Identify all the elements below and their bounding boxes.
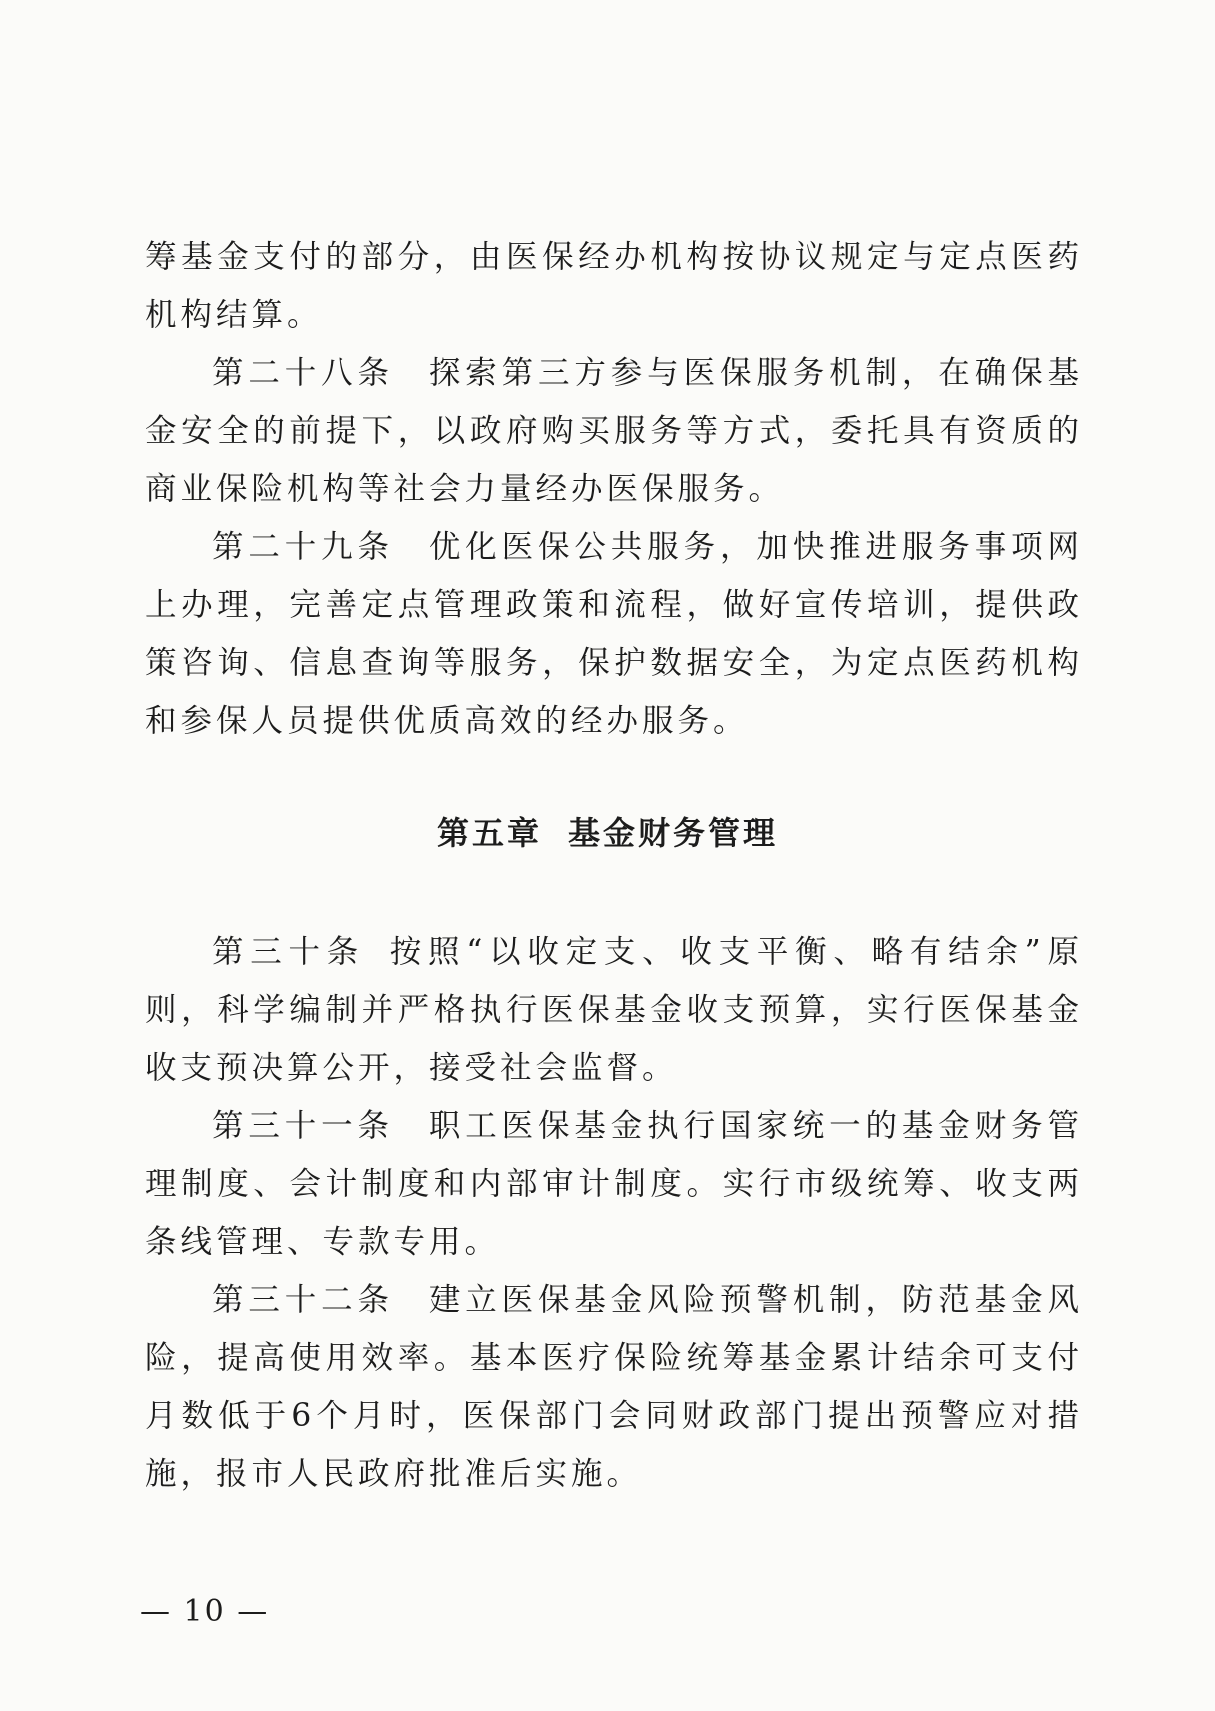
article-text: 按照“以收定支、收支平衡、略有结余”原则，科学编制并严格执行医保基金收支预算，实行医保基金收支预决算公开，接受社会监督。 <box>145 934 1083 1086</box>
article-number: 第三十一条 <box>212 1108 394 1144</box>
article-28 <box>145 344 1083 518</box>
article-30 <box>145 923 1083 1097</box>
article-number: 第二十八条 <box>212 355 394 391</box>
article-text: 探索第三方参与医保服务机制，在确保基金安全的前提下，以政府购买服务等方式，委托具有资质的商业保险机构等社会力量经办医保服务。 <box>145 355 1083 507</box>
paragraph-continuation <box>145 228 1083 344</box>
page-number: — 10 — <box>140 1594 270 1629</box>
article-29 <box>145 518 1083 750</box>
article-number: 第三十条 <box>212 934 366 970</box>
article-text: 职工医保基金执行国家统一的基金财务管理制度、会计制度和内部审计制度。实行市级统筹、收支两条线管理、专款专用。 <box>145 1108 1083 1260</box>
article-number: 第二十九条 <box>212 529 394 565</box>
article-32 <box>145 1271 1083 1503</box>
article-text: 优化医保公共服务，加快推进服务事项网上办理，完善定点管理政策和流程，做好宣传培训，提供政策咨询、信息查询等服务，保护数据安全，为定点医药机构和参保人员提供优质高效的经办服务。 <box>145 529 1083 739</box>
chapter-title: 基金财务管理 <box>568 814 779 852</box>
chapter-heading <box>0 808 1215 854</box>
article-number: 第三十二条 <box>212 1282 394 1318</box>
article-31 <box>145 1097 1083 1271</box>
chapter-number: 第五章 <box>436 814 542 852</box>
article-text: 建立医保基金风险预警机制，防范基金风险，提高使用效率。基本医疗保险统筹基金累计结余可支付月数低于6个月时，医保部门会同财政部门提出预警应对措施，报市人民政府批准后实施。 <box>145 1282 1083 1492</box>
paragraph-text: 筹基金支付的部分，由医保经办机构按协议规定与定点医药机构结算。 <box>145 239 1083 333</box>
